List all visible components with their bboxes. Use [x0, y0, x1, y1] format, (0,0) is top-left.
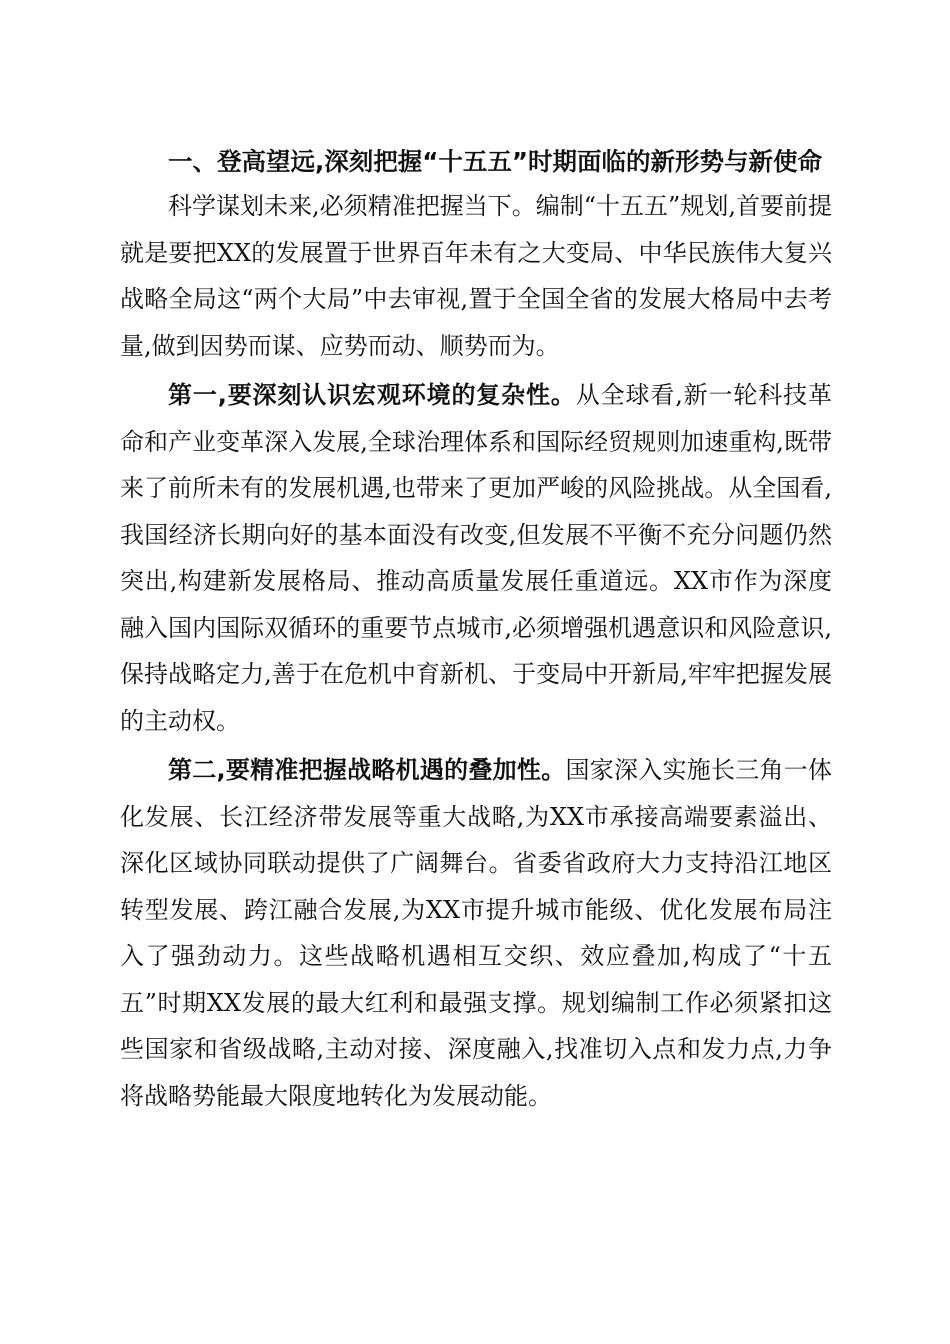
- paragraph-second-lead: 第二,要精准把握战略机遇的叠加性。: [168, 756, 566, 784]
- paragraph-second: [120, 747, 832, 1119]
- paragraph-first-lead: 第一,要深刻认识宏观环境的复杂性。: [168, 381, 576, 409]
- section-heading: 一、登高望远,深刻把握“十五五”时期面临的新形势与新使命: [168, 147, 823, 176]
- paragraph-first-text: 从全球看,新一轮科技革命和产业变革深入发展,全球治理体系和国际经贸规则加速重构,既带来了前所未有的发展机遇,也带来了更加严峻的风险挑战。从全国看,我国经济长期向好的基本面没有改变,但发展不平衡不充分问题仍然突出,构建新发展格局、推动高质量发展任重道远。XX市作为深度融入国内国际双循环的重要节点城市,必须增强机遇意识和风险意识,保持战略定力,善于在危机中育新机、于变局中开新局,牢牢把握发展的主动权。: [120, 381, 832, 735]
- paragraph-second-text: 国家深入实施长三角一体化发展、长江经济带发展等重大战略,为XX市承接高端要素溢出、深化区域协同联动提供了广阔舞台。省委省政府大力支持沿江地区转型发展、跨江融合发展,为XX市提升城市能级、优化发展布局注入了强劲动力。这些战略机遇相互交织、效应叠加,构成了“十五五”时期XX发展的最大红利和最强支撑。规划编制工作必须紧扣这些国家和省级战略,主动对接、深度融入,找准切入点和发力点,力争将战略势能最大限度地转化为发展动能。: [120, 756, 832, 1110]
- paragraph-first: [120, 372, 832, 744]
- document-body: [120, 140, 832, 1119]
- paragraph-intro: 科学谋划未来,必须精准把握当下。编制“十五五”规划,首要前提就是要把XX的发展置于世界百年未有之大变局、中华民族伟大复兴战略全局这“两个大局”中去审视,置于全国全省的发展大格局中去考量,做到因势而谋、应势而动、顺势而为。: [120, 192, 832, 360]
